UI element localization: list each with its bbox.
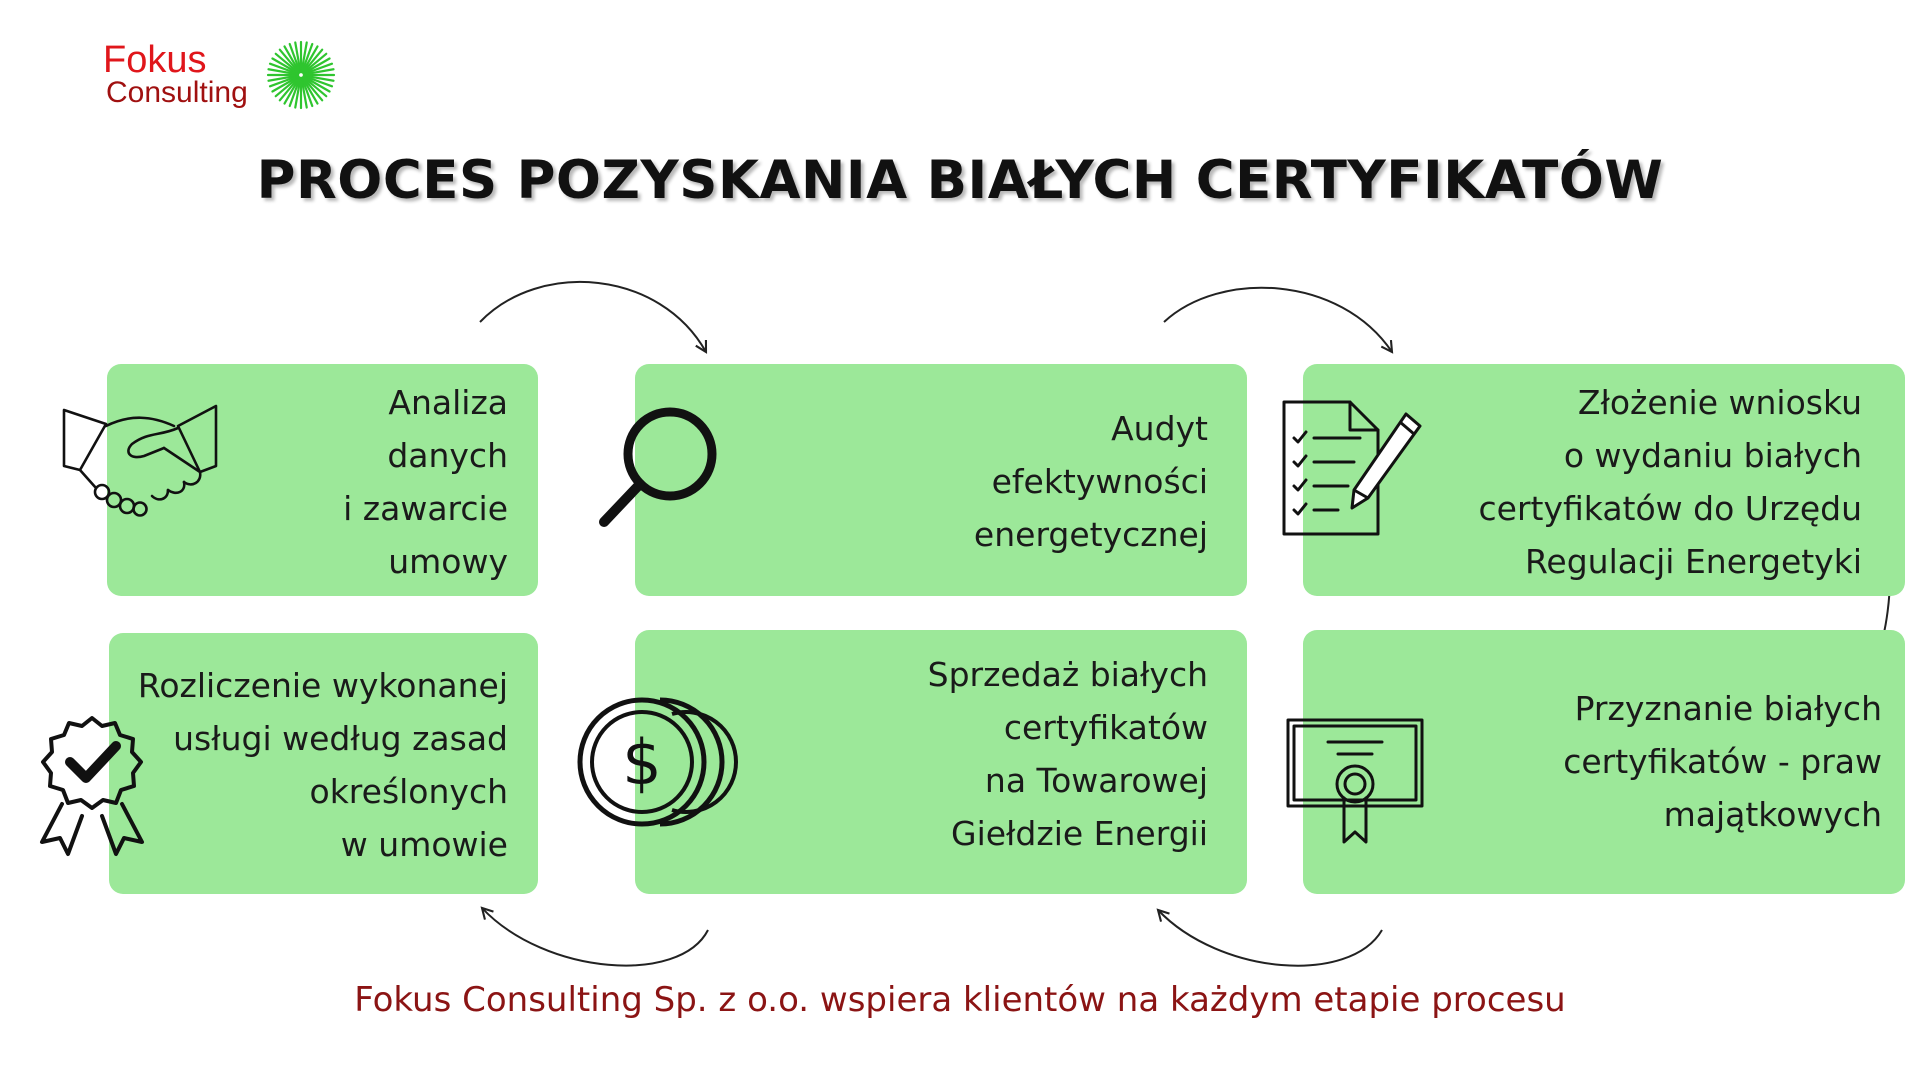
page-title: PROCES POZYSKANIA BIAŁYCH CERTYFIKATÓW <box>256 150 1664 211</box>
step-settlement-text: Rozliczenie wykonanej usługi według zasad określonych w umowie <box>137 666 508 864</box>
company-logo <box>103 38 343 118</box>
step-analysis-text: Analiza danych i zawarcie umowy <box>343 383 508 581</box>
step-granting-text: Przyznanie białych certyfikatów - praw majątkowych <box>1563 689 1882 834</box>
arrow-step4-to-step5 <box>1158 910 1382 966</box>
footer-note: Fokus Consulting Sp. z o.o. wspiera klientów na każdym etapie procesu <box>354 980 1566 1020</box>
magnifier-icon <box>590 398 730 538</box>
arrow-step5-to-step6 <box>482 908 708 966</box>
svg-text:$: $ <box>622 726 662 799</box>
logo-word-consulting: Consulting <box>106 76 248 109</box>
badge-check-icon <box>32 712 152 862</box>
step-audit-text: Audyt efektywności energetycznej <box>973 409 1208 554</box>
certificate-icon <box>1280 712 1430 852</box>
handshake-icon <box>60 396 220 536</box>
step-sale-text: Sprzedaż białych certyfikatów na Towarowej Giełdzie Energii <box>927 655 1208 853</box>
document-pen-icon <box>1276 392 1426 542</box>
sunburst-icon <box>266 40 336 110</box>
logo-word-fokus: Fokus <box>103 39 207 81</box>
step-application-text: Złożenie wniosku o wydaniu białych certyfikatów do Urzędu Regulacji Energetyki <box>1478 383 1862 581</box>
arrow-step1-to-step2 <box>480 282 706 352</box>
coins-icon <box>576 692 746 832</box>
arrow-step2-to-step3 <box>1164 288 1392 352</box>
